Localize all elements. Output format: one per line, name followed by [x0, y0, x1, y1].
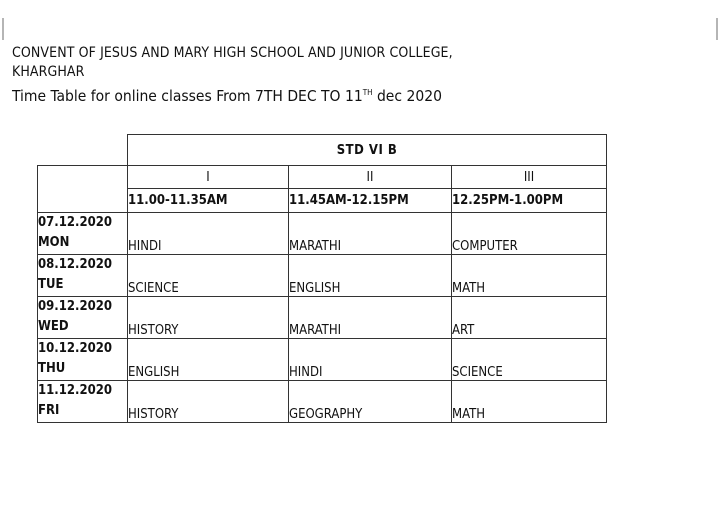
title-row [38, 135, 607, 166]
subject-cell: HISTORY [128, 381, 289, 423]
subject-cell: ENGLISH [289, 255, 452, 297]
subject-cell: HINDI [128, 213, 289, 255]
row-day: TUE [38, 277, 64, 292]
subject-cell: ART [452, 297, 607, 339]
timetable-heading-prefix: Time Table for online classes From 7TH DEC TO 11 [12, 87, 363, 105]
timetable-heading-suffix: dec 2020 [372, 87, 442, 105]
period-time: 11.00-11.35AM [128, 189, 289, 213]
page-edge-marker-right [716, 18, 718, 40]
subject-cell: MATH [452, 255, 607, 297]
school-name: CONVENT OF JESUS AND MARY HIGH SCHOOL AND JUNIOR COLLEGE, [12, 45, 453, 61]
subject-cell: MATH [452, 381, 607, 423]
corner-cell [38, 135, 128, 166]
day-cell [38, 213, 128, 255]
period-number: I [128, 166, 289, 189]
class-title: STD VI B [128, 135, 607, 166]
table-row [38, 213, 607, 255]
school-location: KHARGHAR [12, 64, 85, 80]
timetable [37, 134, 607, 423]
period-time: 12.25PM-1.00PM [452, 189, 607, 213]
day-cell [38, 255, 128, 297]
day-cell [38, 381, 128, 423]
row-date: 07.12.2020 [38, 215, 112, 230]
page-edge-marker-left [2, 18, 4, 40]
row-date: 09.12.2020 [38, 299, 112, 314]
row-date: 11.12.2020 [38, 383, 112, 398]
subject-cell: HINDI [289, 339, 452, 381]
table-row [38, 297, 607, 339]
subject-cell: ENGLISH [128, 339, 289, 381]
row-day: WED [38, 319, 69, 334]
row-date: 10.12.2020 [38, 341, 112, 356]
table-row [38, 339, 607, 381]
timetable-heading [12, 84, 453, 108]
row-date: 08.12.2020 [38, 257, 112, 272]
day-cell [38, 297, 128, 339]
period-time: 11.45AM-12.15PM [289, 189, 452, 213]
subject-cell: COMPUTER [452, 213, 607, 255]
subject-cell: GEOGRAPHY [289, 381, 452, 423]
day-cell [38, 339, 128, 381]
period-number-row [38, 166, 607, 189]
table-row [38, 255, 607, 297]
period-number: II [289, 166, 452, 189]
blank-header-cell [38, 166, 128, 213]
row-day: MON [38, 235, 70, 250]
document-header [12, 44, 453, 108]
table-row [38, 381, 607, 423]
row-day: FRI [38, 403, 60, 418]
subject-cell: SCIENCE [452, 339, 607, 381]
subject-cell: MARATHI [289, 213, 452, 255]
subject-cell: MARATHI [289, 297, 452, 339]
period-number: III [452, 166, 607, 189]
subject-cell: HISTORY [128, 297, 289, 339]
row-day: THU [38, 361, 66, 376]
timetable-heading-superscript: TH [362, 87, 373, 97]
subject-cell: SCIENCE [128, 255, 289, 297]
